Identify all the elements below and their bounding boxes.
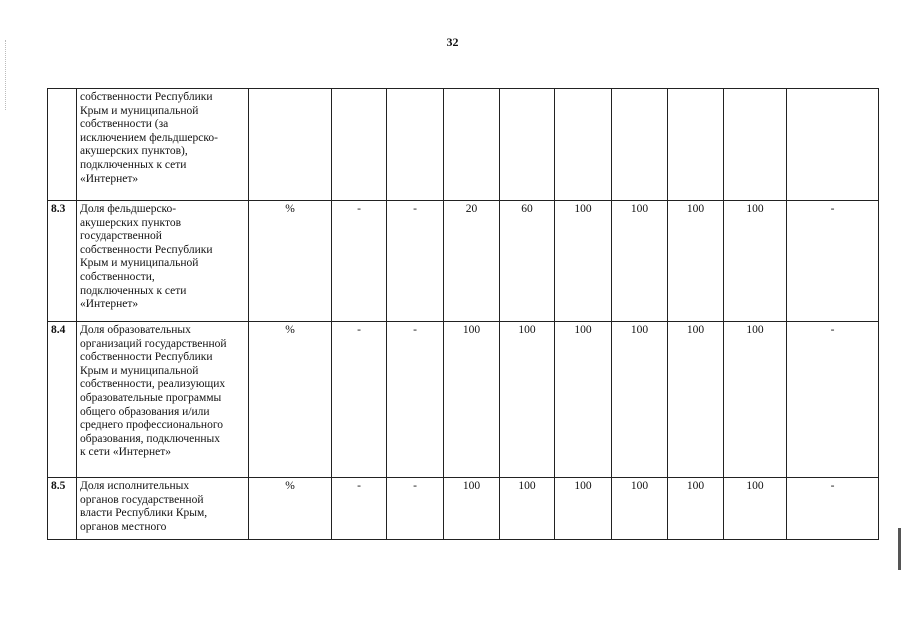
unit-cell: % — [249, 478, 332, 540]
indicator-name-line: среднего профессионального — [80, 419, 224, 432]
value-cell — [724, 89, 787, 201]
table-row — [48, 89, 879, 201]
scan-artifact-marks — [5, 40, 7, 110]
value-cell: 100 — [555, 322, 612, 478]
unit-cell — [249, 89, 332, 201]
value-cell: 100 — [500, 322, 555, 478]
unit-cell: % — [249, 201, 332, 322]
indicator-name-line: Доля исполнительных — [80, 480, 190, 492]
value-cell: - — [332, 201, 387, 322]
value-cell: 100 — [724, 478, 787, 540]
value-cell: 100 — [555, 201, 612, 322]
value-cell — [332, 89, 387, 201]
row-number: 8.5 — [48, 478, 77, 540]
indicator-name-line: государственной — [80, 230, 162, 243]
indicator-name-line: собственности Республики — [80, 351, 213, 364]
value-cell: 100 — [612, 478, 668, 540]
scan-edge-mark — [898, 528, 901, 570]
indicator-name-line: к сети «Интернет» — [80, 446, 171, 459]
indicator-name-line: собственности Республики — [80, 91, 213, 103]
value-cell: - — [387, 322, 444, 478]
indicator-name-line: подключенных к сети — [80, 158, 187, 171]
indicator-name — [77, 89, 249, 201]
indicator-name — [77, 201, 249, 322]
indicator-name-line: власти Республики Крым, — [80, 507, 208, 520]
indicator-name-line: акушерских пунктов), — [80, 145, 188, 158]
indicator-name-line: «Интернет» — [80, 172, 139, 185]
indicator-name — [77, 322, 249, 478]
value-cell — [668, 89, 724, 201]
indicator-name-line: органов государственной — [80, 493, 204, 506]
value-cell — [612, 89, 668, 201]
unit-cell: % — [249, 322, 332, 478]
value-cell: 60 — [500, 201, 555, 322]
indicators-table — [47, 88, 879, 540]
row-number: 8.4 — [48, 322, 77, 478]
indicator-name-line: акушерских пунктов — [80, 216, 182, 229]
value-cell: - — [787, 478, 879, 540]
indicator-name-line: исключением фельдшерско- — [80, 131, 218, 144]
indicator-name-line: органов местного — [80, 520, 167, 533]
indicator-name-line: Крым и муниципальной — [80, 257, 199, 270]
indicator-name-line: собственности (за — [80, 118, 169, 131]
row-number — [48, 89, 77, 201]
value-cell: - — [332, 322, 387, 478]
value-cell: 100 — [612, 322, 668, 478]
value-cell: 100 — [612, 201, 668, 322]
value-cell: - — [787, 201, 879, 322]
indicator-name-line: общего образования и/или — [80, 405, 210, 418]
indicator-name-line: «Интернет» — [80, 298, 139, 311]
value-cell: 100 — [555, 478, 612, 540]
indicator-name-line: образовательные программы — [80, 391, 222, 404]
value-cell: - — [387, 478, 444, 540]
indicator-name-line: Доля образовательных — [80, 324, 191, 336]
table-row — [48, 322, 879, 478]
page-number: 32 — [446, 35, 459, 49]
indicator-name — [77, 478, 249, 540]
value-cell: 100 — [444, 322, 500, 478]
table-row — [48, 478, 879, 540]
indicators-table-body — [48, 89, 879, 540]
value-cell: - — [387, 201, 444, 322]
row-number: 8.3 — [48, 201, 77, 322]
value-cell — [444, 89, 500, 201]
value-cell: 20 — [444, 201, 500, 322]
indicator-name-line: Крым и муниципальной — [80, 104, 199, 117]
value-cell: 100 — [668, 322, 724, 478]
value-cell: - — [787, 322, 879, 478]
value-cell — [387, 89, 444, 201]
indicator-name-line: образования, подключенных — [80, 432, 220, 445]
value-cell: 100 — [500, 478, 555, 540]
value-cell — [500, 89, 555, 201]
indicator-name-line: собственности Республики — [80, 243, 213, 256]
value-cell: 100 — [668, 201, 724, 322]
indicator-name-line: Крым и муниципальной — [80, 364, 199, 377]
value-cell — [555, 89, 612, 201]
value-cell: - — [332, 478, 387, 540]
indicator-name-line: организаций государственной — [80, 337, 227, 350]
value-cell: 100 — [724, 322, 787, 478]
indicator-name-line: собственности, — [80, 270, 155, 283]
value-cell — [787, 89, 879, 201]
value-cell: 100 — [668, 478, 724, 540]
value-cell: 100 — [444, 478, 500, 540]
value-cell: 100 — [724, 201, 787, 322]
indicator-name-line: Доля фельдшерско- — [80, 203, 177, 215]
table-row — [48, 201, 879, 322]
indicator-name-line: собственности, реализующих — [80, 378, 226, 391]
indicator-name-line: подключенных к сети — [80, 284, 187, 297]
